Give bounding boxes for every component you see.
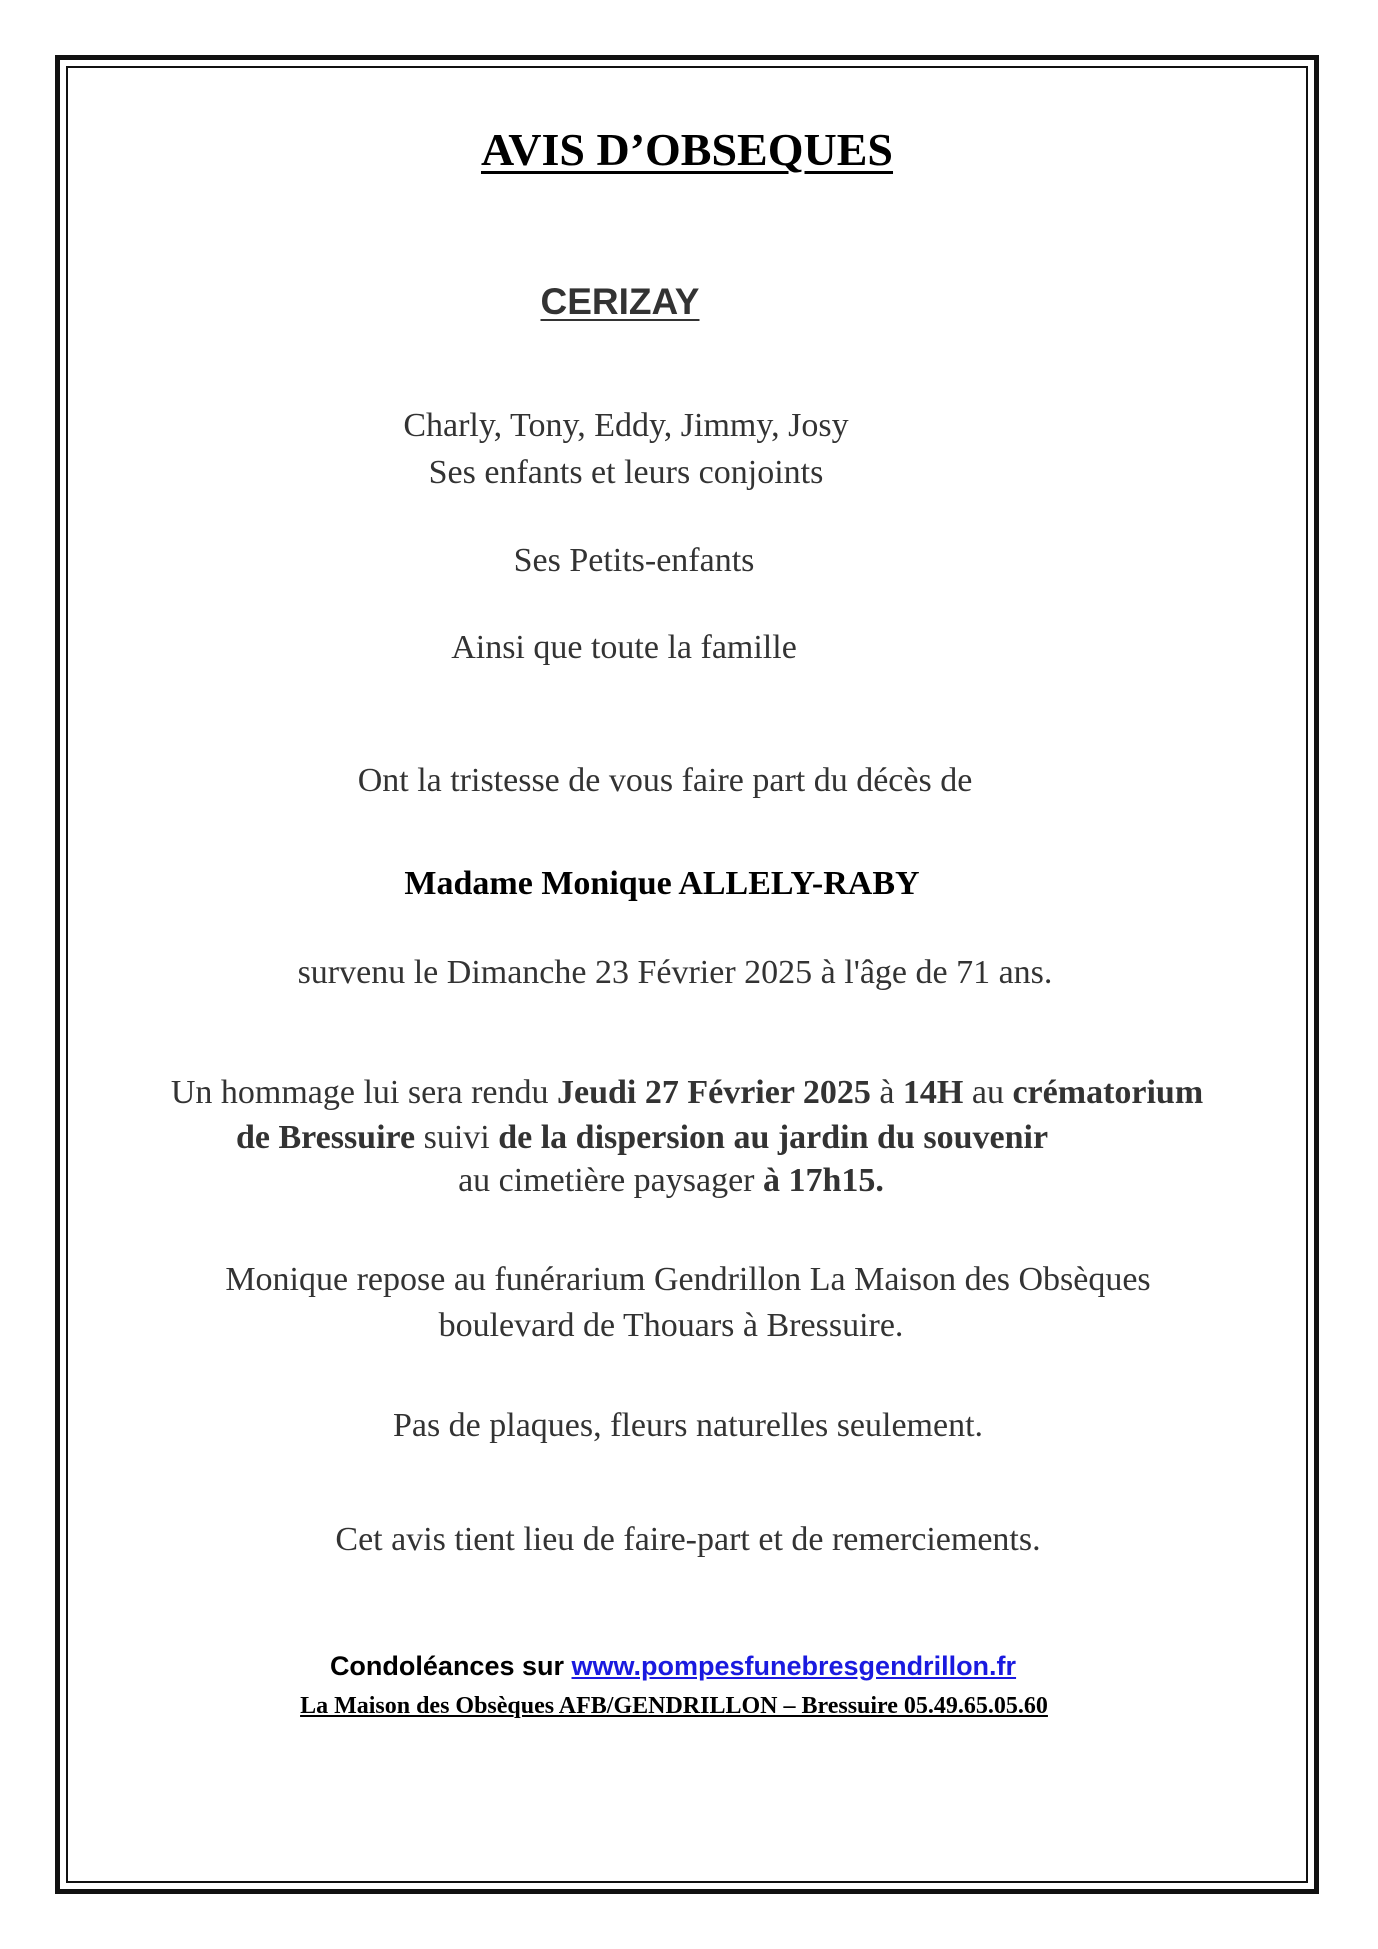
- condolences-link[interactable]: www.pompesfunebresgendrillon.fr: [571, 1651, 1017, 1681]
- announcement-text: Ont la tristesse de vous faire part du décès de: [357, 762, 973, 799]
- tribute-line-2: [66, 1117, 1218, 1159]
- family-whole: Ainsi que toute la famille: [451, 629, 797, 666]
- thanks-note: Cet avis tient lieu de faire-part et de remerciements.: [335, 1521, 1041, 1558]
- tribute-cemetery: au cimetière paysager: [458, 1162, 763, 1199]
- rest-line-2: boulevard de Thouars à Bressuire.: [438, 1307, 904, 1344]
- tribute-place: crématorium: [1012, 1074, 1204, 1111]
- tribute-ceremony: de la dispersion au jardin du souvenir: [498, 1119, 1049, 1156]
- condolences-label: Condoléances sur: [329, 1651, 572, 1681]
- condolences-line: [66, 1649, 1280, 1683]
- death-info: survenu le Dimanche 23 Février 2025 à l'âge de 71 ans.: [297, 954, 1053, 991]
- tribute-final-time: à 17h15.: [762, 1162, 884, 1199]
- notice-title: AVIS D’OBSEQUES: [480, 124, 894, 175]
- family-names: Charly, Tony, Eddy, Jimmy, Josy: [403, 407, 849, 444]
- deceased-name: Madame Monique ALLELY-RABY: [404, 865, 920, 902]
- tribute-connector-a: à: [870, 1074, 903, 1111]
- tribute-date: Jeudi 27 Février 2025: [557, 1074, 871, 1111]
- tribute-place-city: de Bressuire: [235, 1119, 416, 1156]
- funeral-home-info: La Maison des Obsèques AFB/GENDRILLON – Bressuire 05.49.65.05.60: [300, 1693, 1048, 1719]
- family-children: Ses enfants et leurs conjoints: [428, 454, 824, 491]
- tribute-line-3: [66, 1160, 1276, 1202]
- tribute-connector-suivi: suivi: [415, 1119, 499, 1156]
- family-grandchildren: Ses Petits-enfants: [513, 542, 755, 579]
- tribute-line-1: [66, 1072, 1308, 1114]
- tribute-connector-au: au: [963, 1074, 1013, 1111]
- tribute-intro: Un hommage lui sera rendu: [170, 1074, 557, 1111]
- flowers-note: Pas de plaques, fleurs naturelles seulement.: [392, 1407, 984, 1444]
- town-heading: CERIZAY: [540, 281, 700, 322]
- rest-line-1: Monique repose au funérarium Gendrillon La Maison des Obsèques: [225, 1261, 1151, 1298]
- tribute-time: 14H: [902, 1074, 964, 1111]
